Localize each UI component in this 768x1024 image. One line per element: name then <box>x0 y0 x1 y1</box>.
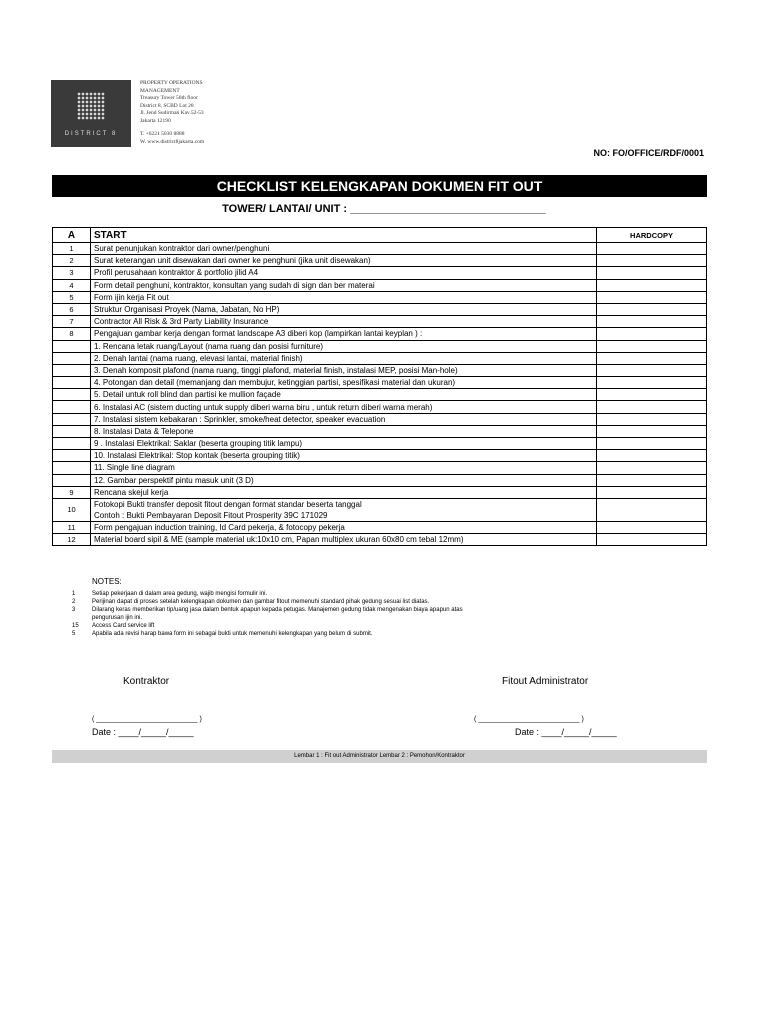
hardcopy-cell[interactable] <box>597 521 707 533</box>
row-text: 9 . Instalasi Elektrikal: Saklar (beserta grouping titik lampu) <box>91 438 597 450</box>
hardcopy-cell[interactable] <box>597 498 707 521</box>
address-line: District 8, SCBD Lot 28 <box>140 102 194 109</box>
table-row <box>53 498 707 521</box>
hardcopy-cell[interactable] <box>597 316 707 328</box>
notes-section <box>72 578 582 638</box>
fitout-admin-date-line[interactable]: Date : ____/_____/_____ <box>515 727 617 737</box>
row-number <box>53 474 91 486</box>
table-row <box>53 352 707 364</box>
row-number: 2 <box>53 255 91 267</box>
hardcopy-cell[interactable] <box>597 486 707 498</box>
fitout-admin-label: Fitout Administrator <box>502 676 589 687</box>
note-number: 15 <box>72 623 79 629</box>
document-number: NO: FO/OFFICE/RDF/0001 <box>593 148 704 158</box>
row-number: 9 <box>53 486 91 498</box>
table-row <box>53 438 707 450</box>
row-number <box>53 377 91 389</box>
note-text: Setiap pekerjaan di dalam area gedung, wajib mengisi formulir ini. <box>92 591 268 597</box>
hardcopy-cell[interactable] <box>597 413 707 425</box>
note-number: 1 <box>72 591 76 597</box>
hardcopy-cell[interactable] <box>597 474 707 486</box>
table-row <box>53 291 707 303</box>
hardcopy-cell[interactable] <box>597 462 707 474</box>
district8-logo <box>51 80 131 147</box>
table-row <box>53 401 707 413</box>
fitout-admin-name-line[interactable]: ( __________________________ ) <box>474 716 584 723</box>
row-number: 5 <box>53 291 91 303</box>
row-text-line: Fotokopi Bukti transfer deposit fitout dengan format standar beserta tanggal <box>94 499 362 509</box>
row-text: Surat penunjukan kontraktor dari owner/penghuni <box>91 243 597 255</box>
address-line: Jakarta 12190 <box>140 117 171 124</box>
hardcopy-cell[interactable] <box>597 340 707 352</box>
address-line: PROPERTY OPERATIONS <box>140 80 203 86</box>
note-item <box>72 590 582 598</box>
table-row <box>53 364 707 376</box>
note-text: Access Card service lift <box>92 623 155 629</box>
row-number <box>53 352 91 364</box>
row-number <box>53 413 91 425</box>
row-text: 5. Detail untuk roll blind dan partisi ke mullion façade <box>91 389 597 401</box>
row-number: 3 <box>53 267 91 279</box>
page-title: CHECKLIST KELENGKAPAN DOKUMEN FIT OUT <box>52 175 707 197</box>
hardcopy-cell[interactable] <box>597 243 707 255</box>
tower-unit-line: TOWER/ LANTAI/ UNIT : ________________________________ <box>222 203 546 215</box>
note-item <box>72 622 582 630</box>
row-text-example: Contoh : Bukti Pembayaran Deposit Fitout Prosperity 39C 171029 <box>94 510 328 520</box>
contact-phone: T. +6221 5030 8888 <box>140 131 185 137</box>
row-text: Form ijin kerja Fit out <box>91 291 597 303</box>
table-row <box>53 450 707 462</box>
row-text: 7. Instalasi sistem kebakaran : Sprinkler, smoke/heat detector, speaker evacuation <box>91 413 597 425</box>
row-number: 10 <box>53 498 91 521</box>
table-row <box>53 377 707 389</box>
row-text: 6. Instalasi AC (sistem ducting untuk supply diberi warna biru , untuk return diberi warna merah) <box>91 401 597 413</box>
row-text: 12. Gambar perspektif pintu masuk unit (3 D) <box>91 474 597 486</box>
table-row <box>53 425 707 437</box>
note-item <box>72 598 582 606</box>
note-number: 3 <box>72 607 76 613</box>
copy-distribution-footer: Lembar 1 : Fit out Administrator Lembar 2 : Pemohon/Kontraktor <box>52 750 707 763</box>
header-hardcopy: HARDCOPY <box>597 228 707 243</box>
row-number: 4 <box>53 279 91 291</box>
row-number: 1 <box>53 243 91 255</box>
row-text: 8. Instalasi Data & Telepone <box>91 425 597 437</box>
table-row <box>53 255 707 267</box>
hardcopy-cell[interactable] <box>597 267 707 279</box>
address-line: Treasury Tower 56th floor <box>140 95 198 101</box>
row-text: Profil perusahaan kontraktor & portfolio jilid A4 <box>91 267 597 279</box>
header-section-letter: A <box>53 228 91 243</box>
address-line: Jl. Jend Sudirman Kav.52-53 <box>140 110 204 116</box>
row-text: Material board sipil & ME (sample material uk:10x10 cm, Papan multiplex ukuran 60x80 cm tebal 12mm) <box>91 534 597 546</box>
table-row <box>53 462 707 474</box>
hardcopy-cell[interactable] <box>597 352 707 364</box>
table-row <box>53 316 707 328</box>
table-row <box>53 267 707 279</box>
row-text: 10. Instalasi Elektrikal: Stop kontak (beserta grouping titik) <box>91 450 597 462</box>
table-row <box>53 340 707 352</box>
logo-mark-icon <box>77 92 105 120</box>
note-number: 2 <box>72 599 76 605</box>
table-row <box>53 243 707 255</box>
row-text: Form detail penghuni, kontraktor, konsultan yang sudah di sign dan ber materai <box>91 279 597 291</box>
row-number <box>53 340 91 352</box>
row-text: 1. Rencana letak ruang/Layout (nama ruang dan posisi furniture) <box>91 340 597 352</box>
hardcopy-cell[interactable] <box>597 425 707 437</box>
note-text: Perijinan dapat di proses setelah kelengkapan dokumen dan gambar fitout memenuhi standard pihak gedung sesuai list diatas. <box>92 599 430 605</box>
table-row <box>53 303 707 315</box>
hardcopy-cell[interactable] <box>597 377 707 389</box>
note-text: Apabila ada revisi harap bawa form ini sebagai bukti untuk memenuhi kelengkapan yang belum di submit. <box>92 631 373 637</box>
table-row <box>53 534 707 546</box>
row-number: 11 <box>53 521 91 533</box>
table-row <box>53 474 707 486</box>
hardcopy-cell[interactable] <box>597 364 707 376</box>
hardcopy-cell[interactable] <box>597 450 707 462</box>
row-text <box>91 498 597 521</box>
contractor-date-line[interactable]: Date : ____/_____/_____ <box>92 727 194 737</box>
row-text: 11. Single line diagram <box>91 462 597 474</box>
hardcopy-cell[interactable] <box>597 255 707 267</box>
hardcopy-cell[interactable] <box>597 328 707 340</box>
table-header-row <box>53 228 707 243</box>
table-row <box>53 389 707 401</box>
row-text: 2. Denah lantai (nama ruang, elevasi lantai, material finish) <box>91 352 597 364</box>
table-row <box>53 279 707 291</box>
note-number: 5 <box>72 631 76 637</box>
row-number <box>53 438 91 450</box>
row-number: 8 <box>53 328 91 340</box>
row-number <box>53 450 91 462</box>
company-address <box>140 80 204 146</box>
hardcopy-cell[interactable] <box>597 534 707 546</box>
row-number <box>53 389 91 401</box>
row-text: Contractor All Risk & 3rd Party Liability Insurance <box>91 316 597 328</box>
note-text: Dilarang keras memberikan tip/uang jasa dalam bentuk apapun kepada petugas. Manajemen gedung tidak mengenakan biaya apapun atas <box>92 607 463 613</box>
row-number <box>53 425 91 437</box>
row-number <box>53 364 91 376</box>
header-start-label: START <box>91 228 597 243</box>
row-text: Form pengajuan induction training, Id Card pekerja, & fotocopy pekerja <box>91 521 597 533</box>
hardcopy-cell[interactable] <box>597 279 707 291</box>
row-text: Pengajuan gambar kerja dengan format landscape A3 diberi kop (lampirkan lantai keyplan ) : <box>91 328 597 340</box>
contractor-label: Kontraktor <box>123 676 170 687</box>
hardcopy-cell[interactable] <box>597 389 707 401</box>
table-row <box>53 521 707 533</box>
row-number: 12 <box>53 534 91 546</box>
row-text: 3. Denah komposit plafond (nama ruang, tinggi plafond, material finish, instalasi MEP, posisi Man-hole) <box>91 364 597 376</box>
logo-text: DISTRICT 8 <box>64 131 118 137</box>
contractor-name-line[interactable]: ( __________________________ ) <box>92 716 202 723</box>
note-item <box>72 630 582 638</box>
row-text: Rencana skejul kerja <box>91 486 597 498</box>
row-text: 4. Potongan dan detail (memanjang dan membujur, ketinggian partisi, spesifikasi material dan ukuran) <box>91 377 597 389</box>
hardcopy-cell[interactable] <box>597 303 707 315</box>
row-text: Surat keterangan unit disewakan dari owner ke penghuni (jika unit disewakan) <box>91 255 597 267</box>
row-text: Struktur Organisasi Proyek (Nama, Jabatan, No HP) <box>91 303 597 315</box>
note-item <box>72 606 582 622</box>
notes-title: NOTES: <box>92 577 122 586</box>
table-row <box>53 413 707 425</box>
row-number <box>53 462 91 474</box>
hardcopy-cell[interactable] <box>597 401 707 413</box>
table-row <box>53 486 707 498</box>
row-number: 7 <box>53 316 91 328</box>
note-text-continued: pengurusan ijin ini. <box>92 615 143 621</box>
table-row <box>53 328 707 340</box>
row-number <box>53 401 91 413</box>
hardcopy-cell[interactable] <box>597 438 707 450</box>
checklist-table <box>52 227 707 546</box>
contact-website: W. www.district8jakarta.com <box>140 138 205 145</box>
address-line: MANAGEMENT <box>140 87 180 94</box>
row-number: 6 <box>53 303 91 315</box>
hardcopy-cell[interactable] <box>597 291 707 303</box>
